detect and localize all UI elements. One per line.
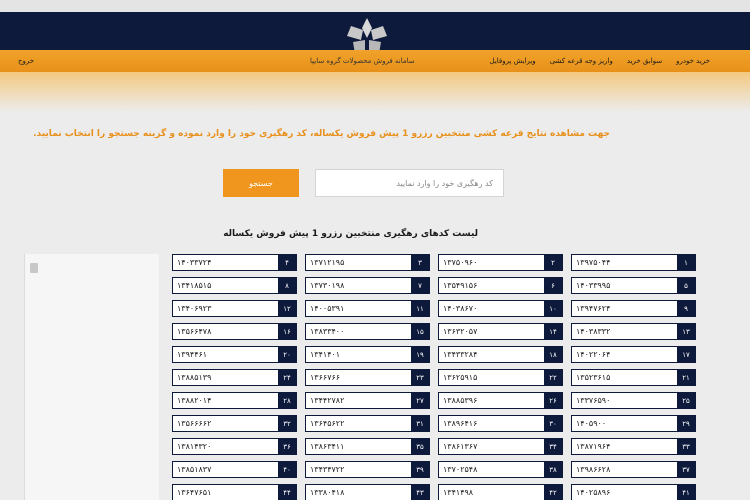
nav-link-lottery-deposit[interactable]: واریز وجه قرعه کشی [549,57,613,65]
code-index: ۴ [278,255,296,270]
brand-title: سامانه فروش محصولات گروه سایپا [310,57,415,65]
code-index: ۳۳ [677,439,695,454]
tracking-code: ۱۴۰۳۳۷۲۴ [177,258,212,267]
code-index: ۹ [677,301,695,316]
code-cell [172,484,297,500]
tracking-code: ۱۴۰۲۲۰۶۴ [576,350,611,359]
tracking-code: ۱۳۸۶۱۳۶۷ [443,442,478,451]
code-index: ۱۹ [411,347,429,362]
nav-bar [0,50,750,72]
code-index: ۱۴ [544,324,562,339]
code-cell [571,415,696,432]
tracking-code: ۱۴۰۳۸۶۷۰ [443,304,478,313]
code-index: ۳۸ [544,462,562,477]
tracking-code: ۱۳۴۱۴۰۱ [310,350,341,359]
code-cell [571,300,696,317]
code-index: ۲۹ [677,416,695,431]
tracking-code: ۱۴۰۳۸۳۳۲ [576,327,611,336]
tracking-code: ۱۳۶۴۷۶۵۱ [177,488,212,497]
code-cell [172,254,297,271]
code-index: ۱۶ [278,324,296,339]
code-index: ۴۴ [278,485,296,500]
code-cell [305,300,430,317]
code-cell [571,323,696,340]
code-cell [172,346,297,363]
tracking-code: ۱۳۸۸۲۰۱۴ [177,396,212,405]
code-index: ۳۴ [544,439,562,454]
code-cell [438,254,563,271]
code-cell [305,438,430,455]
code-cell [172,369,297,386]
code-cell [172,461,297,478]
code-cell [305,277,430,294]
code-index: ۱۷ [677,347,695,362]
code-cell [305,461,430,478]
code-cell [571,484,696,500]
tracking-code: ۱۳۳۸۰۴۱۸ [310,488,345,497]
list-title: لیست کدهای رهگیری منتخبین رزرو 1 پیش فروش یکساله [223,229,478,239]
code-cell [571,277,696,294]
tracking-code: ۱۳۵۶۶۶۶۲ [177,419,212,428]
scrollbar-thumb[interactable] [30,263,38,273]
code-index: ۲۳ [411,370,429,385]
code-index: ۲ [544,255,562,270]
tracking-code: ۱۳۴۳۳۲۸۴ [443,350,478,359]
tracking-code: ۱۳۴۱۸۵۱۵ [177,281,212,290]
code-index: ۱۵ [411,324,429,339]
tracking-code: ۱۳۶۳۲۰۵۷ [443,327,478,336]
code-cell [172,323,297,340]
code-index: ۲۰ [278,347,296,362]
header-gradient [0,72,750,112]
code-cell [438,484,563,500]
code-index: ۳۵ [411,439,429,454]
tracking-code: ۱۳۶۲۵۹۱۵ [443,373,478,382]
code-cell [438,323,563,340]
code-index: ۱ [677,255,695,270]
code-cell [571,461,696,478]
code-cell [172,392,297,409]
code-cell [438,415,563,432]
tracking-code: ۱۳۸۷۱۹۶۴ [576,442,611,451]
tracking-code: ۱۳۶۴۵۶۲۲ [310,419,345,428]
tracking-code: ۱۳۳۷۶۵۹۰ [576,396,611,405]
code-index: ۴۳ [411,485,429,500]
tracking-code: ۱۳۹۸۶۶۲۸ [576,465,611,474]
code-cell [305,415,430,432]
code-index: ۴۲ [544,485,562,500]
code-cell [438,369,563,386]
tracking-code: ۱۳۴۴۲۷۸۲ [310,396,345,405]
nav-link-purchase-history[interactable]: سوابق خرید [626,57,663,65]
tracking-code: ۱۳۸۵۱۸۳۷ [177,465,212,474]
code-index: ۲۲ [544,370,562,385]
tracking-code-grid [170,254,696,500]
side-panel [24,254,159,500]
tracking-code: ۱۳۴۳۴۷۲۲ [310,465,345,474]
code-index: ۳۰ [544,416,562,431]
code-index: ۴۰ [278,462,296,477]
code-index: ۱۸ [544,347,562,362]
search-button[interactable]: جستجو [223,169,299,197]
tracking-code: ۱۳۷۵۰۹۶۰ [443,258,478,267]
tracking-code: ۱۳۹۴۷۶۲۴ [576,304,611,313]
code-cell [305,323,430,340]
code-cell [172,300,297,317]
code-cell [172,277,297,294]
tracking-code: ۱۳۴۱۴۹۸ [443,488,474,497]
code-index: ۲۷ [411,393,429,408]
code-cell [571,369,696,386]
tracking-code: ۱۳۸۸۵۳۹۶ [443,396,478,405]
code-index: ۱۲ [278,301,296,316]
code-index: ۱۱ [411,301,429,316]
code-cell [571,346,696,363]
code-cell [305,254,430,271]
code-index: ۳۷ [677,462,695,477]
tracking-code: ۱۳۸۳۳۴۰۰ [310,327,345,336]
tracking-code: ۱۴۰۵۹۰۰ [576,419,607,428]
top-strip [0,0,750,12]
code-index: ۲۶ [544,393,562,408]
code-index: ۱۰ [544,301,562,316]
tracking-code: ۱۳۵۴۹۱۵۶ [443,281,478,290]
code-cell [571,438,696,455]
code-cell [571,392,696,409]
code-cell [305,369,430,386]
tracking-code: ۱۳۵۶۶۴۷۸ [177,327,212,336]
code-index: ۶ [544,278,562,293]
code-index: ۳۹ [411,462,429,477]
tracking-code: ۱۳۵۲۳۶۱۵ [576,373,611,382]
tracking-code: ۱۳۶۶۷۶۶ [310,373,341,382]
tracking-code: ۱۳۷۳۰۱۹۸ [310,281,345,290]
nav-link-edit-profile[interactable]: ویرایش پروفایل [489,57,536,65]
code-cell [438,346,563,363]
code-index: ۳۱ [411,416,429,431]
code-cell [172,438,297,455]
code-cell [438,438,563,455]
code-index: ۱۳ [677,324,695,339]
tracking-code: ۱۳۴۰۶۹۲۳ [177,304,212,313]
code-cell [305,484,430,500]
code-index: ۸ [278,278,296,293]
tracking-code: ۱۳۹۴۴۶۱ [177,350,208,359]
code-cell [571,254,696,271]
nav-links [490,50,710,72]
tracking-code: ۱۴۰۳۳۹۹۵ [576,281,611,290]
instruction-text: جهت مشاهده نتایج قرعه کشی منتخبین رزرو 1 پیش فروش یکساله، کد رهگیری خود را وارد نموده و گزینه جستجو را انتخاب نمایید. [33,129,610,139]
code-cell [172,415,297,432]
code-index: ۲۵ [677,393,695,408]
code-cell [438,300,563,317]
code-cell [438,461,563,478]
tracking-code-input[interactable] [315,169,504,197]
tracking-code: ۱۳۸۶۳۴۱۱ [310,442,345,451]
code-cell [305,346,430,363]
nav-link-buy-car[interactable]: خرید خودرو [676,57,710,65]
tracking-code: ۱۳۸۸۵۱۳۹ [177,373,212,382]
code-index: ۵ [677,278,695,293]
code-cell [438,277,563,294]
tracking-code: ۱۳۸۱۴۳۲۰ [177,442,212,451]
tracking-code: ۱۳۷۰۲۵۴۸ [443,465,478,474]
code-index: ۳۲ [278,416,296,431]
code-index: ۴۱ [677,485,695,500]
tracking-code: ۱۴۰۰۵۳۹۱ [310,304,345,313]
tracking-code: ۱۴۰۲۵۸۹۶ [576,488,611,497]
code-index: ۳ [411,255,429,270]
code-cell [305,392,430,409]
code-index: ۲۴ [278,370,296,385]
tracking-code: ۱۳۸۹۶۴۱۶ [443,419,478,428]
logout-link[interactable]: خروج [18,57,35,65]
tracking-code: ۱۳۹۷۵۰۴۴ [576,258,611,267]
code-index: ۳۶ [278,439,296,454]
code-index: ۲۱ [677,370,695,385]
code-index: ۲۸ [278,393,296,408]
code-index: ۷ [411,278,429,293]
tracking-code: ۱۳۷۱۲۱۹۵ [310,258,345,267]
code-cell [438,392,563,409]
